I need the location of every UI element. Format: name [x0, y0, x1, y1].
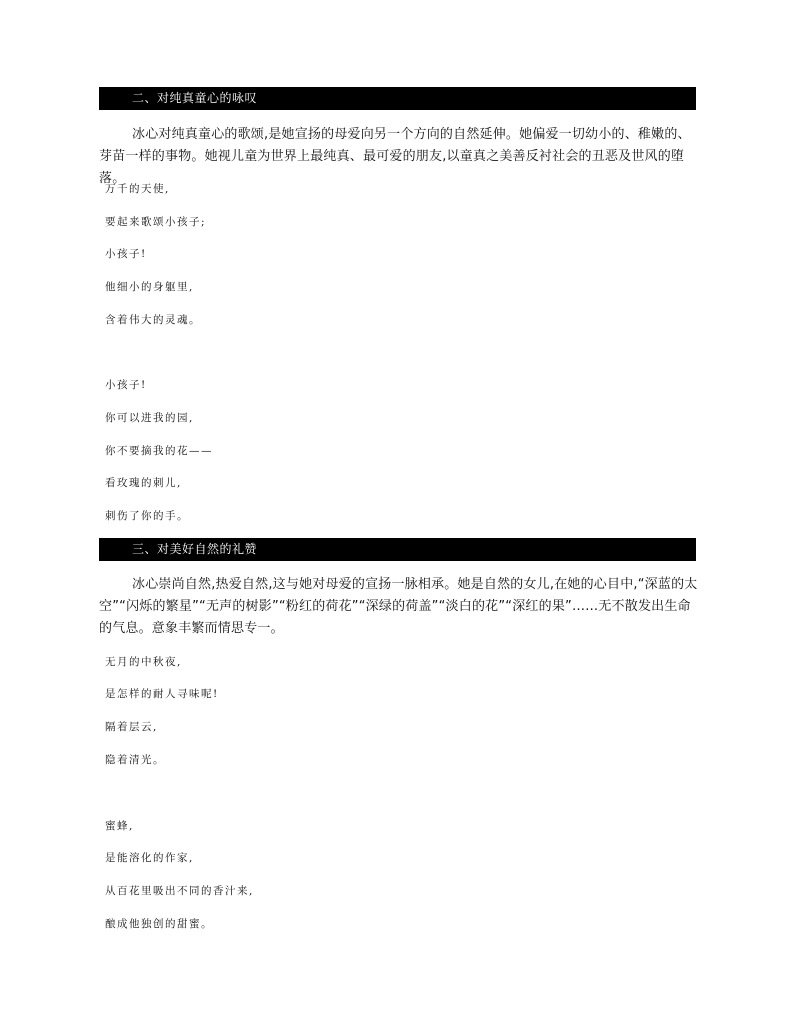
verse-line: 酿成他独创的甜蜜。	[105, 918, 213, 930]
verse-line: 他细小的身躯里,	[105, 281, 194, 293]
section-heading-nature: 三、对美好自然的礼赞	[99, 538, 696, 561]
verse-line: 隐着清光。	[105, 754, 165, 766]
verse-line: 你可以进我的园,	[105, 412, 194, 424]
verse-line: 小孩子!	[105, 248, 147, 260]
verse-line: 隔着层云,	[105, 721, 158, 733]
verse-line: 刺伤了你的手。	[105, 510, 189, 522]
verse-line: 含着伟大的灵魂。	[105, 314, 201, 326]
verse-line: 从百花里吸出不同的香汁来,	[105, 885, 254, 897]
verse-line: 是能溶化的作家,	[105, 852, 194, 864]
paragraph-nature: 冰心崇尚自然,热爱自然,这与她对母爱的宣扬一脉相承。她是自然的女儿,在她的心目中,“深蓝的太空”“闪烁的繁星”“无声的树影”“粉红的荷花”“深绿的荷盖”“淡白的花”“深红的果”……无不散发出生命的气息。意象丰繁而情思专一。	[99, 577, 698, 636]
verse-line: 小孩子!	[105, 379, 147, 391]
verse-line: 你不要摘我的花——	[105, 445, 213, 457]
verse-line: 是怎样的耐人寻味呢!	[105, 688, 219, 700]
verse-line: 无月的中秋夜,	[105, 656, 182, 668]
verse-line: 要起来歌颂小孩子;	[105, 216, 207, 228]
section-heading-childhood: 二、对纯真童心的咏叹	[99, 87, 696, 110]
verse-line: 万千的天使,	[105, 183, 170, 195]
verse-line: 看玫瑰的刺儿,	[105, 477, 182, 489]
paragraph-childhood: 冰心对纯真童心的歌颂,是她宣扬的母爱向另一个方向的自然延伸。她偏爱一切幼小的、稚嫩的、芽苗一样的事物。她视儿童为世界上最纯真、最可爱的朋友,以童真之美善反衬社会的丑恶及世风的堕落。	[99, 127, 691, 186]
verse-line: 蜜蜂,	[105, 820, 134, 832]
